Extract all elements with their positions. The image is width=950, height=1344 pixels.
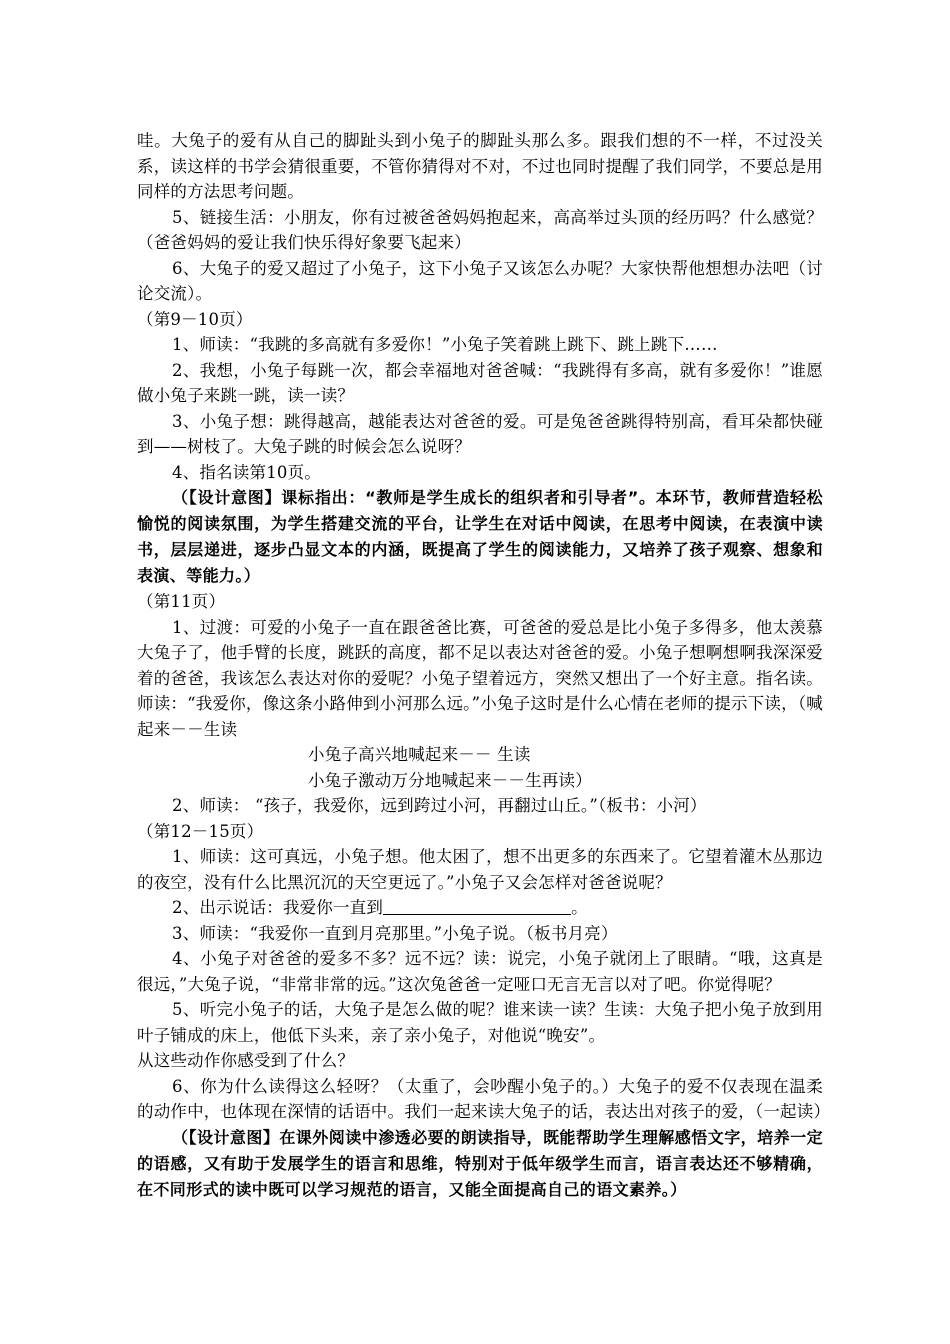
paragraph: 3、小兔子想：跳得越高，越能表达对爸爸的爱。可是兔爸爸跳得特别高，看耳朵都快碰到——树枝了。大兔子跳的时候会怎么说呀？ bbox=[137, 411, 823, 456]
paragraph: 6、你为什么读得这么轻呀？（太重了，会吵醒小兔子的。）大兔子的爱不仅表现在温柔的动作中，也体现在深情的话语中。我们一起来读大兔子的话，表达出对孩子的爱，（一起读） bbox=[137, 1076, 831, 1121]
paragraph: 4、指名读第10页。 bbox=[172, 462, 321, 482]
section-heading: （第11页） bbox=[137, 592, 226, 611]
paragraph: 2、我想，小兔子每跳一次，都会幸福地对爸爸喊：“我跳得有多高，就有多爱你！”谁愿做小兔子来跳一跳，读一读？ bbox=[137, 360, 823, 405]
paragraph: 从这些动作你感受到了什么？ bbox=[137, 1051, 355, 1070]
fill-in-prompt: 2、出示说话：我爱你一直到 bbox=[172, 898, 384, 917]
fill-in-blank bbox=[383, 896, 571, 915]
design-intent-note: （【设计意图】在课外阅读中渗透必要的朗读指导，既能帮助学生理解感悟文字，培养一定的语感，又有助于发展学生的语言和思维，特别对于低年级学生而言，语言表达还不够精确，在不同形式的读中既可以学习规范的语言，又能全面提高自己的语文素养。） bbox=[137, 1127, 823, 1199]
document-body bbox=[137, 128, 831, 1203]
paragraph: 5、链接生活：小朋友，你有过被爸爸妈妈抱起来，高高举过头顶的经历吗？什么感觉？（爸爸妈妈的爱让我们快乐得好象要飞起来） bbox=[137, 207, 823, 252]
paragraph: 1、师读：“我跳的多高就有多爱你！”小兔子笑着跳上跳下、跳上跳下…… bbox=[172, 335, 718, 354]
paragraph: 小兔子激动万分地喊起来－－生再读） bbox=[308, 770, 592, 790]
paragraph: 4、小兔子对爸爸的爱多不多？远不远？读：说完，小兔子就闭上了眼睛。“哦，这真是很远，”大兔子说，“非常非常的远。”这次兔爸爸一定哑口无言无言以对了吧。你觉得呢？ bbox=[137, 949, 823, 994]
section-heading: （第9－10页） bbox=[137, 309, 253, 329]
paragraph: 小兔子高兴地喊起来－－ 生读 bbox=[308, 745, 531, 764]
design-intent-note: （【设计意图】课标指出：“教师是学生成长的组织者和引导者”。本环节，教师营造轻松愉悦的阅读氛围，为学生搭建交流的平台，让学生在对话中阅读，在思考中阅读，在表演中读书，层层递进，逐步凸显文本的内涵，既提高了学生的阅读能力，又培养了孩子观察、想象和表演、等能力。） bbox=[137, 488, 823, 585]
paragraph bbox=[137, 895, 823, 921]
fill-in-end: 。 bbox=[571, 898, 588, 917]
paragraph: 5、听完小兔子的话，大兔子是怎么做的呢？谁来读一读？生读：大兔子把小兔子放到用叶子铺成的床上，他低下头来，亲了亲小兔子，对他说“晚安”。 bbox=[137, 1000, 823, 1045]
paragraph: 1、师读：这可真远，小兔子想。他太困了，想不出更多的东西来了。它望着灌木丛那边的夜空，没有什么比黑沉沉的天空更远了。”小兔子又会怎样对爸爸说呢？ bbox=[137, 847, 823, 892]
paragraph: 3、师读：“我爱你一直到月亮那里。”小兔子说。（板书月亮） bbox=[172, 923, 618, 943]
section-heading: （第12－15页） bbox=[137, 821, 264, 841]
paragraph: 6、大兔子的爱又超过了小兔子，这下小兔子又该怎么办呢？大家快帮他想想办法吧（讨论交流）。 bbox=[137, 258, 823, 303]
paragraph: 2、师读： “孩子，我爱你，远到跨过小河，再翻过山丘。”（板书：小河） bbox=[172, 796, 707, 815]
paragraph: 哇。大兔子的爱有从自己的脚趾头到小兔子的脚趾头那么多。跟我们想的不一样，不过没关系，读这样的书学会猜很重要，不管你猜得对不对，不过也同时提醒了我们同学，不要总是用同样的方法思考问题。 bbox=[137, 131, 823, 201]
paragraph: 1、过渡：可爱的小兔子一直在跟爸爸比赛，可爸爸的爱总是比小兔子多得多，他太羡慕大兔子了，他手臂的长度，跳跃的高度，都不足以表达对爸爸的爱。小兔子想啊想啊我深深爱着的爸爸，我该怎么表达对你的爱呢？小兔子望着远方，突然又想出了一个好主意。指名读。师读：“我爱你，像这条小路伸到小河那么远。”小兔子这时是什么心情在老师的提示下读，（喊起来－－生读 bbox=[137, 617, 823, 739]
